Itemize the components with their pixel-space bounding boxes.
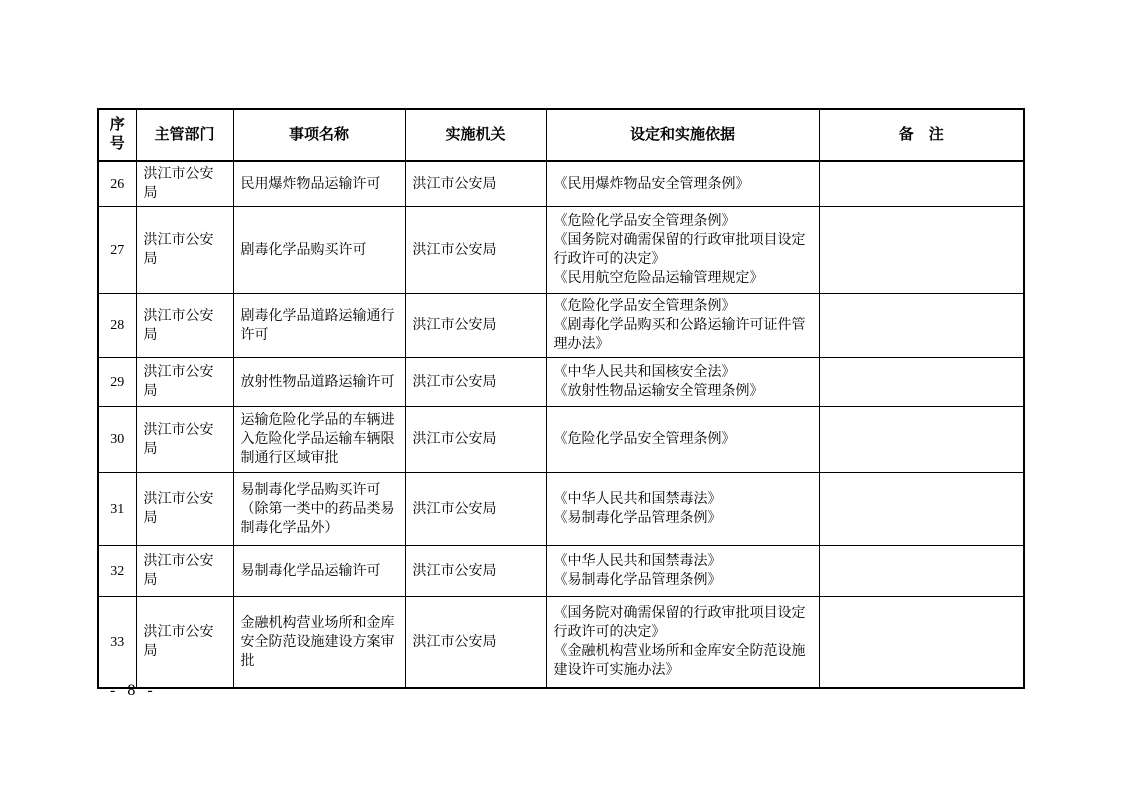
cell-agency: 洪江市公安局: [405, 358, 546, 407]
cell-item: 运输危险化学品的车辆进入危险化学品运输车辆限制通行区域审批: [233, 407, 405, 473]
cell-note: [819, 358, 1024, 407]
cell-item: 剧毒化学品购买许可: [233, 207, 405, 294]
basis-line: 《剧毒化学品购买和公路运输许可证件管理办法》: [553, 318, 806, 352]
basis-line: 《中华人民共和国禁毒法》: [553, 492, 722, 507]
cell-agency: 洪江市公安局: [405, 473, 546, 546]
cell-dept: 洪江市公安局: [136, 546, 233, 597]
cell-agency: 洪江市公安局: [405, 161, 546, 207]
table-row: [98, 473, 1024, 546]
column-header-dept: 主管部门: [136, 109, 233, 161]
cell-no: 33: [98, 597, 136, 689]
basis-line: 《危险化学品安全管理条例》: [553, 299, 736, 314]
basis-line: 《危险化学品安全管理条例》: [553, 214, 736, 229]
basis-line: 《民用航空危险品运输管理规定》: [553, 271, 764, 286]
cell-no: 29: [98, 358, 136, 407]
column-header-basis: 设定和实施依据: [546, 109, 819, 161]
table-row: [98, 207, 1024, 294]
cell-basis: [546, 161, 819, 207]
column-header-agency: 实施机关: [405, 109, 546, 161]
table-header: [98, 109, 1024, 161]
cell-note: [819, 473, 1024, 546]
table-header-row: [98, 109, 1024, 161]
cell-no: 28: [98, 294, 136, 358]
cell-basis: [546, 473, 819, 546]
cell-note: [819, 294, 1024, 358]
table-body: [98, 161, 1024, 688]
basis-line: 《中华人民共和国核安全法》: [553, 365, 736, 380]
cell-item: 剧毒化学品道路运输通行许可: [233, 294, 405, 358]
cell-basis: [546, 597, 819, 689]
basis-line: 《国务院对确需保留的行政审批项目设定行政许可的决定》: [553, 233, 806, 267]
cell-basis: [546, 207, 819, 294]
table-row: [98, 358, 1024, 407]
cell-agency: 洪江市公安局: [405, 597, 546, 689]
cell-dept: 洪江市公安局: [136, 161, 233, 207]
cell-basis: [546, 358, 819, 407]
table-row: [98, 294, 1024, 358]
approval-items-table: [97, 108, 1025, 689]
cell-basis: [546, 294, 819, 358]
cell-dept: 洪江市公安局: [136, 358, 233, 407]
basis-line: 《国务院对确需保留的行政审批项目设定行政许可的决定》: [553, 606, 806, 640]
column-header-no: 序号: [98, 109, 136, 161]
cell-item: 放射性物品道路运输许可: [233, 358, 405, 407]
basis-line: 《金融机构营业场所和金库安全防范设施建设许可实施办法》: [553, 644, 806, 678]
table-row: [98, 407, 1024, 473]
cell-note: [819, 546, 1024, 597]
cell-note: [819, 161, 1024, 207]
table-row: [98, 161, 1024, 207]
basis-line: 《易制毒化学品管理条例》: [553, 511, 722, 526]
cell-no: 31: [98, 473, 136, 546]
cell-item: 易制毒化学品购买许可（除第一类中的药品类易制毒化学品外）: [233, 473, 405, 546]
cell-no: 27: [98, 207, 136, 294]
basis-line: 《易制毒化学品管理条例》: [553, 573, 722, 588]
cell-no: 26: [98, 161, 136, 207]
cell-dept: 洪江市公安局: [136, 294, 233, 358]
cell-item: 民用爆炸物品运输许可: [233, 161, 405, 207]
table-row: [98, 546, 1024, 597]
column-header-note: 备 注: [819, 109, 1024, 161]
cell-dept: 洪江市公安局: [136, 473, 233, 546]
cell-agency: 洪江市公安局: [405, 407, 546, 473]
basis-line: 《中华人民共和国禁毒法》: [553, 554, 722, 569]
cell-dept: 洪江市公安局: [136, 597, 233, 689]
cell-note: [819, 597, 1024, 689]
cell-basis: [546, 407, 819, 473]
cell-item: 金融机构营业场所和金库安全防范设施建设方案审批: [233, 597, 405, 689]
cell-dept: 洪江市公安局: [136, 407, 233, 473]
basis-line: 《危险化学品安全管理条例》: [553, 432, 736, 447]
cell-no: 30: [98, 407, 136, 473]
cell-agency: 洪江市公安局: [405, 207, 546, 294]
cell-note: [819, 407, 1024, 473]
table-row: [98, 597, 1024, 689]
cell-agency: 洪江市公安局: [405, 546, 546, 597]
cell-item: 易制毒化学品运输许可: [233, 546, 405, 597]
cell-dept: 洪江市公安局: [136, 207, 233, 294]
basis-line: 《放射性物品运输安全管理条例》: [553, 384, 764, 399]
cell-no: 32: [98, 546, 136, 597]
page-number: - 8 -: [110, 682, 157, 699]
column-header-item: 事项名称: [233, 109, 405, 161]
basis-line: 《民用爆炸物品安全管理条例》: [553, 176, 750, 192]
cell-note: [819, 207, 1024, 294]
cell-basis: [546, 546, 819, 597]
cell-agency: 洪江市公安局: [405, 294, 546, 358]
